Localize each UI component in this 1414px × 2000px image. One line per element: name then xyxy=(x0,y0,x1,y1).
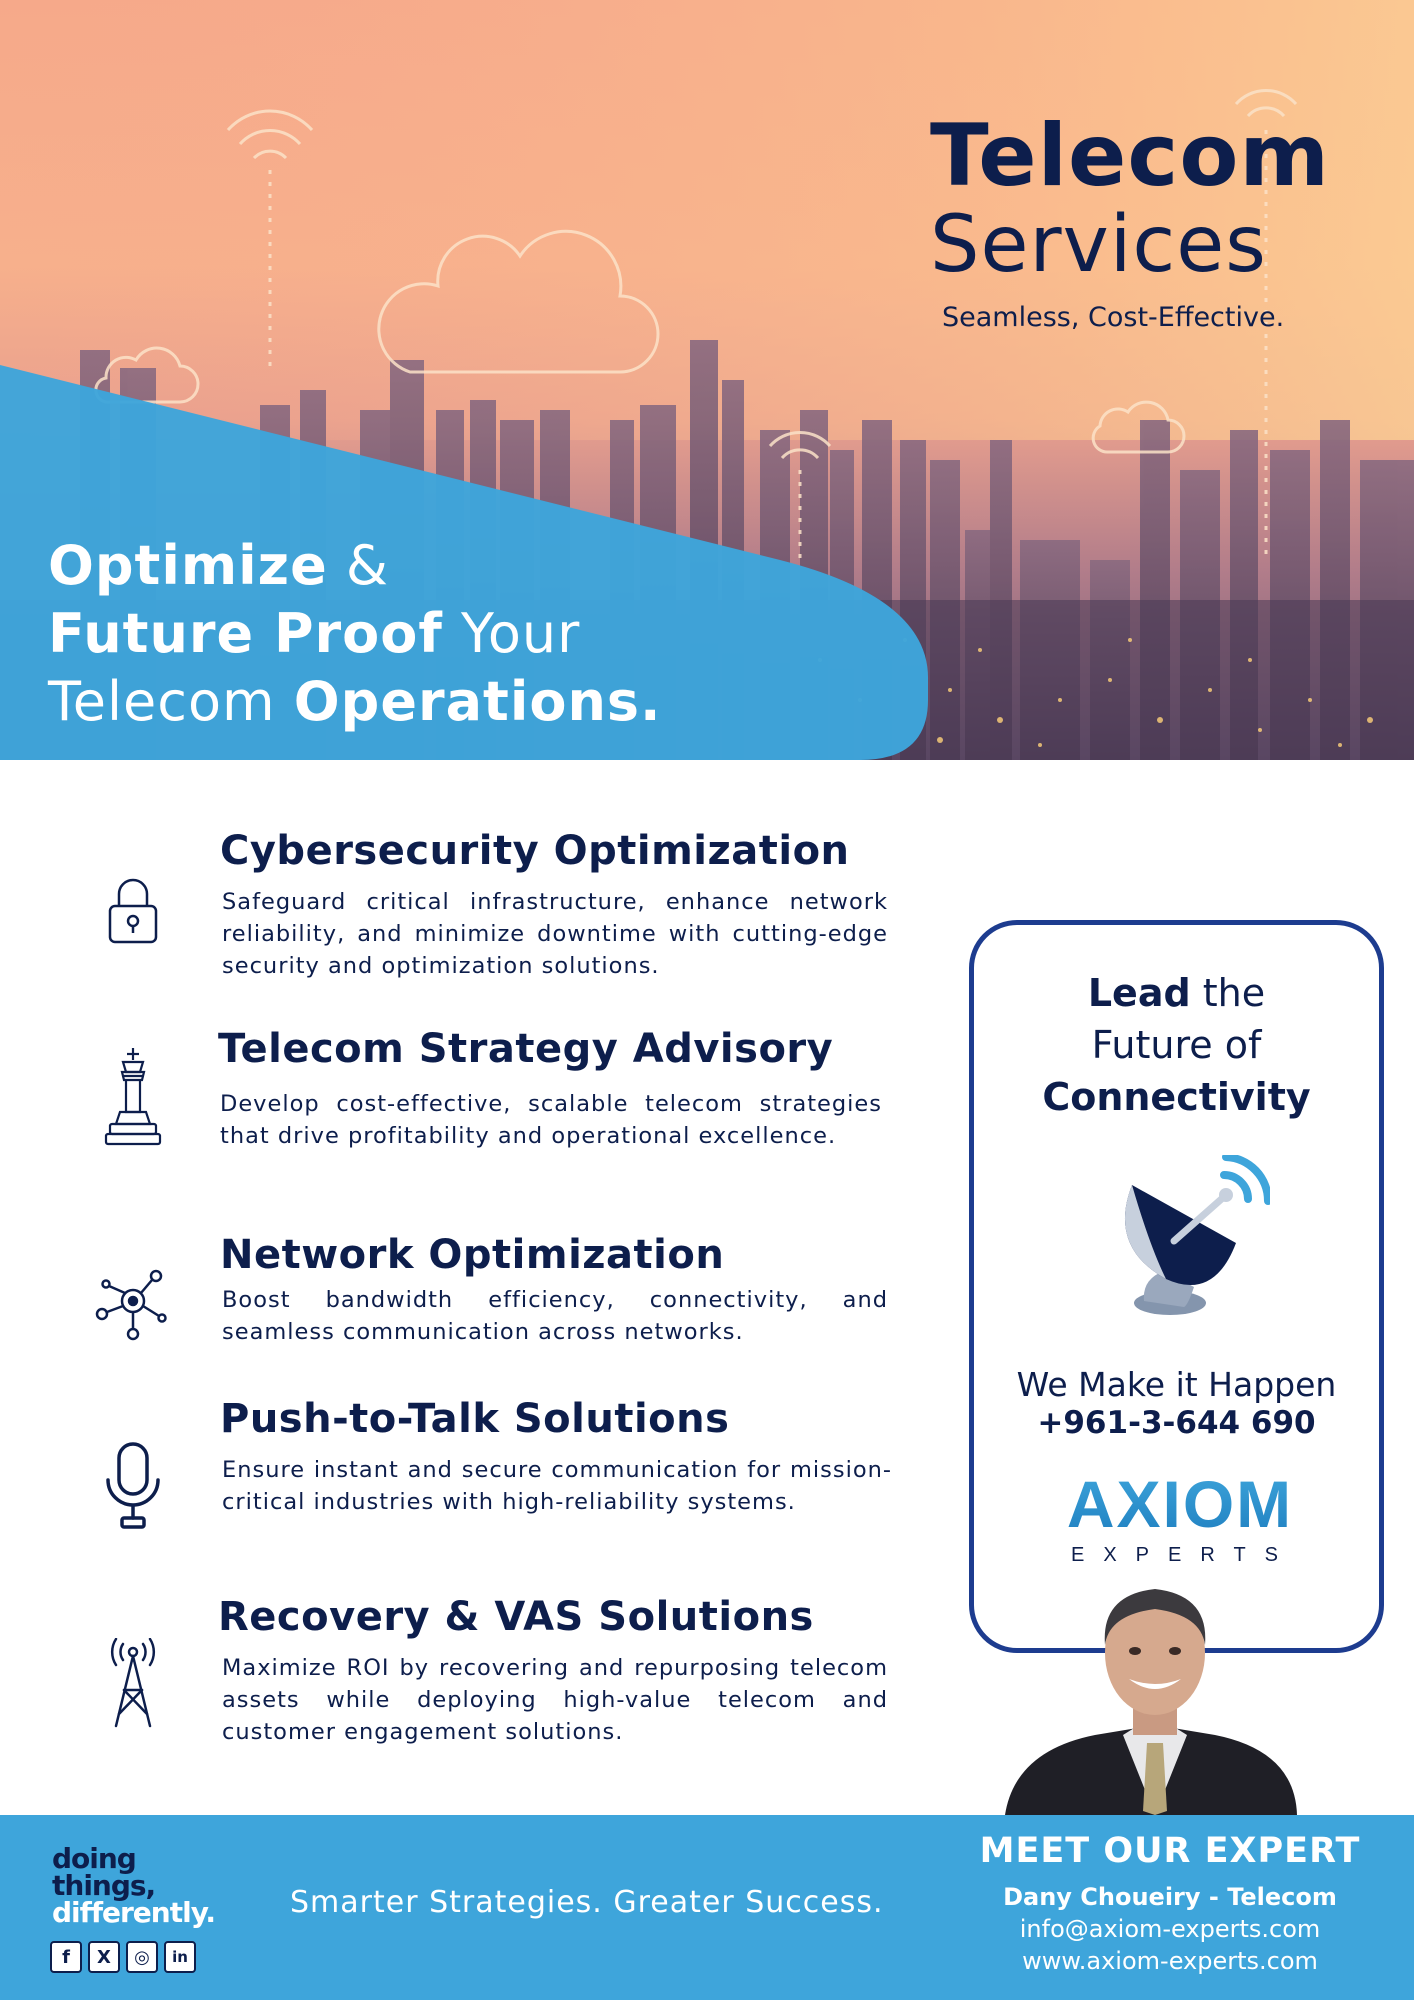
title-block xyxy=(930,108,1390,333)
headline-word: Optimize xyxy=(48,534,328,597)
service-title: Telecom Strategy Advisory xyxy=(218,1026,834,1072)
card-heading-text: the xyxy=(1190,971,1266,1015)
page-title: Telecom xyxy=(930,106,1331,206)
headline-word: & xyxy=(327,534,389,597)
service-description: Boost bandwidth efficiency, connectivity, and seamless communication across networks. xyxy=(222,1287,888,1345)
brand-slogan xyxy=(52,1842,216,1929)
email-link[interactable]: info@axiom-experts.com xyxy=(1019,1915,1321,1943)
page-subtitle: Services xyxy=(930,200,1267,290)
service-description: Safeguard critical infrastructure, enhance network reliability, and minimize downtime with cutting-edge security and optimization solutions. xyxy=(222,889,888,979)
network-hub-icon xyxy=(92,1260,174,1342)
connectivity-card xyxy=(969,920,1384,1653)
expert-contact xyxy=(970,1831,1370,1975)
x-twitter-icon[interactable]: X xyxy=(88,1941,120,1973)
brand-slogan-line: differently. xyxy=(52,1896,216,1929)
card-heading xyxy=(974,967,1379,1123)
headline-word: Telecom xyxy=(48,670,294,733)
logo-wordmark: AXIOM xyxy=(1066,1467,1294,1541)
website-link[interactable]: www.axiom-experts.com xyxy=(1022,1947,1318,1975)
transmission-tower-icon xyxy=(92,1638,174,1730)
service-title: Cybersecurity Optimization xyxy=(220,828,850,874)
logo-subtext: EXPERTS xyxy=(1071,1544,1297,1566)
headline-word: Future Proof xyxy=(48,602,443,665)
expert-name: Dany Choueiry - Telecom xyxy=(1003,1883,1337,1911)
card-slogan: We Make it Happen xyxy=(1016,1365,1337,1404)
service-title: Network Optimization xyxy=(220,1232,725,1278)
satellite-dish-icon xyxy=(1110,1155,1270,1325)
expert-heading: MEET OUR EXPERT xyxy=(979,1831,1361,1871)
padlock-icon xyxy=(92,866,174,948)
service-title: Recovery & VAS Solutions xyxy=(218,1594,814,1640)
headline-word: Operations. xyxy=(293,670,662,733)
service-description: Maximize ROI by recovering and repurposing telecom assets while deploying high-value telecom and customer engagement solutions. xyxy=(222,1655,888,1745)
brand-slogan-line: doing xyxy=(52,1842,136,1875)
card-heading-bold: Lead xyxy=(1087,971,1191,1015)
service-description: Ensure instant and secure communication for mission-critical industries with high-reliability systems. xyxy=(222,1457,892,1515)
chess-king-icon xyxy=(92,1046,174,1158)
microphone-icon xyxy=(92,1440,174,1532)
phone-number: +961-3-644 690 xyxy=(1037,1405,1316,1441)
social-links xyxy=(50,1941,196,1973)
linkedin-icon[interactable]: in xyxy=(164,1941,196,1973)
axiom-experts-logo xyxy=(1060,1465,1300,1575)
hero-banner xyxy=(0,0,1414,760)
expert-portrait xyxy=(1005,1575,1305,1815)
footer xyxy=(0,1815,1414,2000)
card-heading-line: Future of xyxy=(1091,1023,1262,1067)
hero-tagline: Seamless, Cost-Effective. xyxy=(942,302,1285,333)
instagram-icon[interactable]: ◎ xyxy=(126,1941,158,1973)
brand-slogan-line: things, xyxy=(52,1869,156,1902)
footer-tagline: Smarter Strategies. Greater Success. xyxy=(290,1885,884,1920)
facebook-icon[interactable]: f xyxy=(50,1941,82,1973)
service-title: Push-to-Talk Solutions xyxy=(220,1396,730,1442)
hero-headline xyxy=(48,532,662,736)
headline-word: Your xyxy=(442,602,581,665)
card-heading-bold: Connectivity xyxy=(1042,1075,1311,1119)
service-description: Develop cost-effective, scalable telecom strategies that drive profitability and operational excellence. xyxy=(220,1091,882,1149)
